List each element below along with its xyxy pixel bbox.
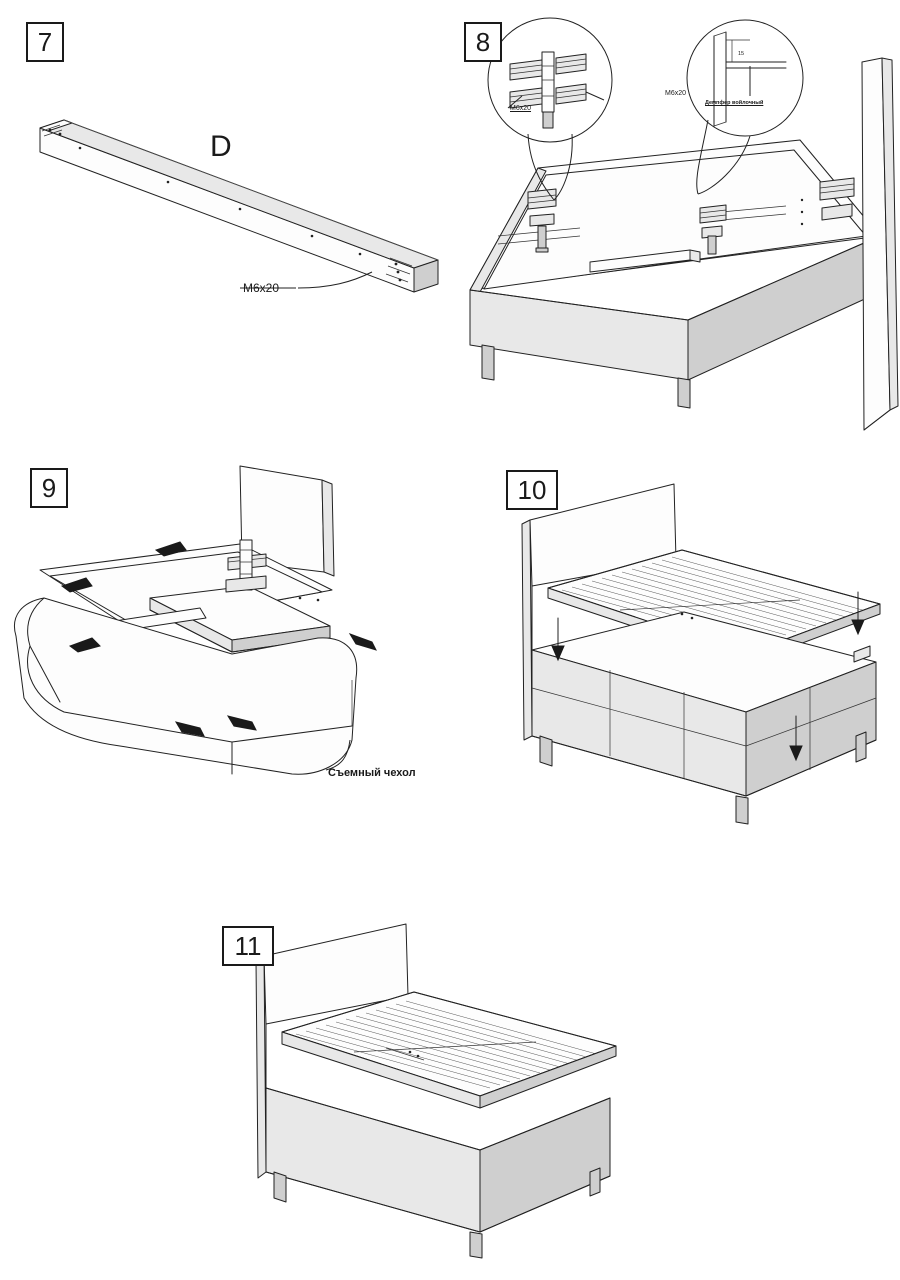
step-8-panel: [450, 0, 900, 440]
step-7-panel-letter: D: [210, 130, 232, 163]
step-7-bolt-label: M6x20: [243, 281, 280, 295]
step-9-cover-label: Съемный чехол: [328, 767, 416, 779]
step-8-bolt-label-right: M6x20: [665, 90, 687, 97]
step-8-bolt-label-left: M6x20: [510, 105, 532, 112]
step-9-panel: [0, 440, 470, 860]
step-11-number: 11: [222, 926, 274, 966]
step-8-damper-label: Демпфер войлочный: [705, 100, 764, 106]
step-7-drawing: [0, 0, 450, 440]
step-11-panel: [180, 900, 700, 1280]
step-8-number: 8: [464, 22, 502, 62]
step-10-panel: [470, 440, 900, 860]
step-9-number: 9: [30, 468, 68, 508]
step-7-panel: [0, 0, 450, 440]
step-9-drawing: [0, 440, 470, 860]
step-8-dimension-label: 15: [738, 51, 745, 57]
step-8-drawing: [450, 0, 900, 440]
step-10-number: 10: [506, 470, 558, 510]
step-7-number: 7: [26, 22, 64, 62]
